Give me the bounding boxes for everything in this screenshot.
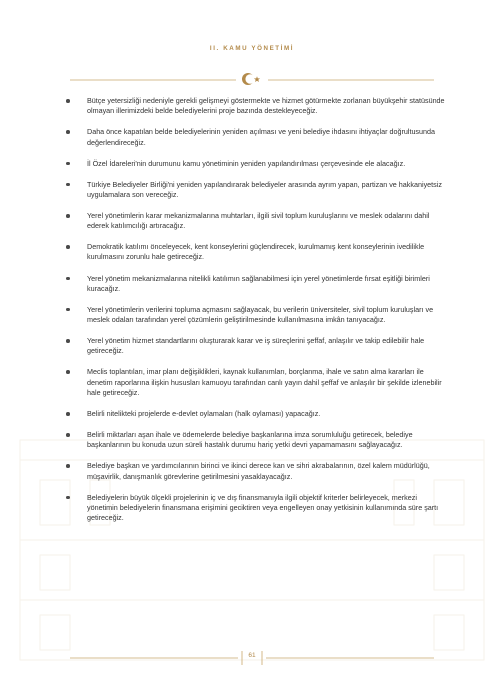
bullet-icon (66, 99, 70, 103)
list-item: Yerel yönetimlerin verilerini topluma açmasını sağlayacak, bu verilerin üniversiteler, sivil toplum kuruluşları ve meslek odaları tarafından yerel çözümlerin geliştirilmesinde kullanılmasına imkân tanıyacağız. (66, 305, 446, 325)
list-item: Belirli miktarları aşan ihale ve ödemelerde belediye başkanlarına imza sorumluluğu getirecek, belediye başkanlarının bu konuda uzun süreli hastalık durumu hariç yetki devri yapamamasını sağlayacağız. (66, 430, 446, 450)
list-item: Demokratik katılımı önceleyecek, kent konseylerini güçlendirecek, kurulmamış kent konseylerinin ivedilikle kurulmasını zorunlu hale getireceğiz. (66, 242, 446, 262)
list-item: İl Özel İdareleri'nin durumunu kamu yönetiminin yeniden yapılandırılması çerçevesinde ele alacağız. (66, 159, 446, 169)
list-item: Bütçe yetersizliği nedeniyle gerekli gelişmeyi göstermekte ve hizmet götürmekte zorlanan büyükşehir statüsünde olmayan illerimizdeki belde belediyelerini proje bazında destekleyeceğiz. (66, 96, 446, 116)
bullet-icon (66, 162, 70, 166)
list-item: Daha önce kapatılan belde belediyelerinin yeniden açılması ve yeni belediye ihdasını ihtiyaçlar doğrultusunda değerlendireceğiz. (66, 127, 446, 147)
bullet-icon (66, 130, 70, 134)
bullet-icon (66, 412, 70, 416)
list-item: Yerel yönetim hizmet standartlarını oluşturarak karar ve iş süreçlerini şeffaf, anlaşılır ve takip edilebilir hale getireceğiz. (66, 336, 446, 356)
list-item: Meclis toplantıları, imar planı değişiklikleri, kaynak kullanımları, borçlanma, ihale ve satın alma kararları ile denetim raporlarına ilişkin hususları kamuoyu tarafından canlı yayın dahil şeffaf ve anlaşılır bir şekilde izlenebilir hale getireceğiz. (66, 367, 446, 398)
crescent-star-icon (242, 73, 260, 85)
list-item: Belediyelerin büyük ölçekli projelerinin iç ve dış finansmanıyla ilgili objektif kriterler belirleyecek, merkezi yönetimin belediyelerin finansmana erişimini geciktiren veya engelleyen onay yetkisinin kullanımında süre şartı getireceğiz. (66, 493, 446, 524)
bullet-icon (66, 370, 70, 374)
bullet-icon (66, 339, 70, 343)
bullet-icon (66, 183, 70, 187)
list-item: Belediye başkan ve yardımcılarının birinci ve ikinci derece kan ve sihri akrabalarının, özel kalem müdürlüğü, müşavirlik, danışmanlık görevlerine getirilmesini yasaklayacağız. (66, 461, 446, 481)
list-item: Belirli nitelikteki projelerde e-devlet oylamaları (halk oylaması) yapacağız. (66, 409, 446, 419)
page-number: 61 (248, 652, 256, 659)
section-title: II. KAMU YÖNETİMİ (209, 45, 295, 52)
list-item: Yerel yönetimlerin karar mekanizmalarına muhtarları, ilgili sivil toplum kuruluşlarını ve meslek odalarını dahil ederek katılımcılığı artıracağız. (66, 211, 446, 231)
bullet-icon (66, 308, 70, 312)
header-divider (0, 72, 504, 86)
bullet-icon (66, 433, 70, 437)
list-item: Türkiye Belediyeler Birliği'ni yeniden yapılandırarak belediyeler arasında ayrım yapan, partizan ve hakkaniyetsiz uygulamalara son vereceğiz. (66, 180, 446, 200)
bullet-icon (66, 496, 70, 500)
policy-list (66, 96, 446, 534)
bullet-icon (66, 245, 70, 249)
bullet-icon (66, 214, 70, 218)
bullet-icon (66, 277, 70, 281)
bullet-icon (66, 464, 70, 468)
list-item: Yerel yönetim mekanizmalarına nitelikli katılımın sağlanabilmesi için yerel yönetimlerde fırsat eşitliği birimleri kuracağız. (66, 274, 446, 294)
